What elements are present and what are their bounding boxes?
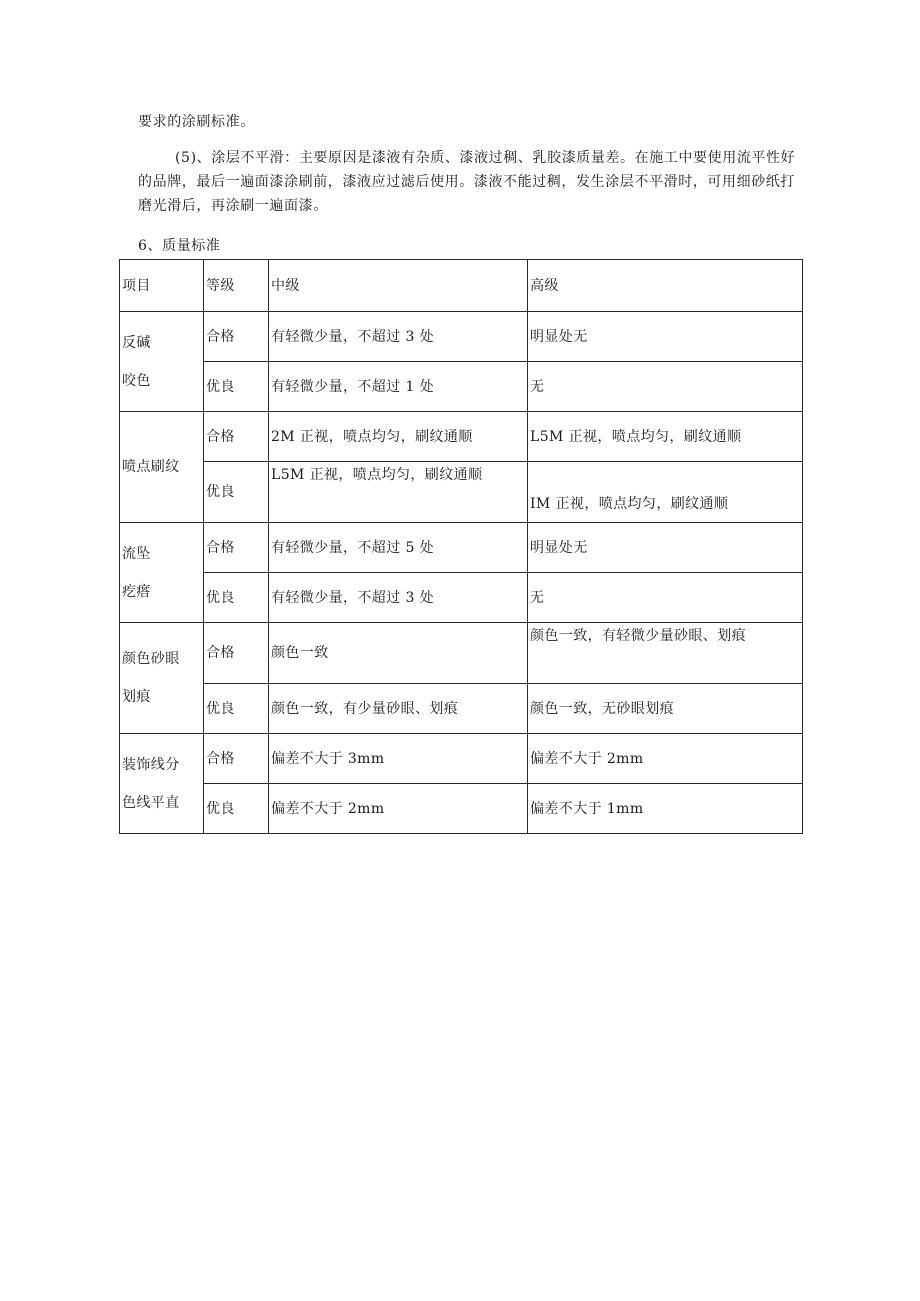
table-row	[120, 412, 803, 462]
header-mid: 中级	[269, 260, 528, 312]
grade-cell: 合格	[204, 734, 269, 784]
grade-cell: 优良	[204, 684, 269, 734]
category-cell: 流坠 疙瘩	[120, 523, 204, 623]
category-cell: 反碱 咬色	[120, 312, 204, 412]
header-grade: 等级	[204, 260, 269, 312]
mid-cell: 有轻微少量，不超过 3 处	[269, 573, 528, 623]
section-title: 6、质量标准	[138, 238, 221, 254]
grade-cell: 优良	[204, 573, 269, 623]
mid-cell: 2M 正视，喷点均匀，刷纹通顺	[269, 412, 528, 462]
high-cell: 偏差不大于 2mm	[528, 734, 803, 784]
high-cell: 无	[528, 362, 803, 412]
category-cell: 喷点刷纹	[120, 412, 204, 523]
grade-cell: 优良	[204, 462, 269, 523]
table-row	[120, 784, 803, 834]
high-cell: IM 正视，喷点均匀，刷纹通顺	[528, 462, 803, 523]
header-item: 项目	[120, 260, 204, 312]
table-row	[120, 684, 803, 734]
mid-cell: 有轻微少量，不超过 3 处	[269, 312, 528, 362]
high-cell: L5M 正视，喷点均匀，刷纹通顺	[528, 412, 803, 462]
table-row	[120, 523, 803, 573]
category-cell: 颜色砂眼 划痕	[120, 623, 204, 734]
table-row	[120, 573, 803, 623]
mid-cell: 偏差不大于 2mm	[269, 784, 528, 834]
table-row	[120, 462, 803, 523]
mid-cell: 有轻微少量，不超过 1 处	[269, 362, 528, 412]
high-cell: 颜色一致，有轻微少量砂眼、划痕	[528, 623, 803, 684]
category-cell: 装饰线分 色线平直	[120, 734, 204, 834]
quality-standard-table	[119, 259, 803, 834]
mid-cell: L5M 正视，喷点均匀，刷纹通顺	[269, 462, 528, 523]
mid-cell: 有轻微少量，不超过 5 处	[269, 523, 528, 573]
mid-cell: 颜色一致，有少量砂眼、划痕	[269, 684, 528, 734]
grade-cell: 合格	[204, 412, 269, 462]
grade-cell: 合格	[204, 312, 269, 362]
table-row	[120, 362, 803, 412]
high-cell: 无	[528, 573, 803, 623]
grade-cell: 合格	[204, 523, 269, 573]
high-cell: 颜色一致，无砂眼划痕	[528, 684, 803, 734]
high-cell: 明显处无	[528, 523, 803, 573]
high-cell: 偏差不大于 1mm	[528, 784, 803, 834]
grade-cell: 合格	[204, 623, 269, 684]
mid-cell: 偏差不大于 3mm	[269, 734, 528, 784]
header-high: 高级	[528, 260, 803, 312]
table-row	[120, 312, 803, 362]
table-row	[120, 734, 803, 784]
grade-cell: 优良	[204, 784, 269, 834]
paragraph-continuation: 要求的涂刷标准。	[138, 114, 255, 130]
table-row	[120, 623, 803, 684]
table-header-row	[120, 260, 803, 312]
grade-cell: 优良	[204, 362, 269, 412]
paragraph-item-5: (5)、涂层不平滑：主要原因是漆液有杂质、漆液过稠、乳胶漆质量差。在施工中要使用流平性好的品牌，最后一遍面漆涂刷前，漆液应过滤后使用。漆液不能过稠，发生涂层不平滑时，可用细砂纸打磨光滑后，再涂刷一遍面漆。	[138, 150, 796, 214]
mid-cell: 颜色一致	[269, 623, 528, 684]
high-cell: 明显处无	[528, 312, 803, 362]
